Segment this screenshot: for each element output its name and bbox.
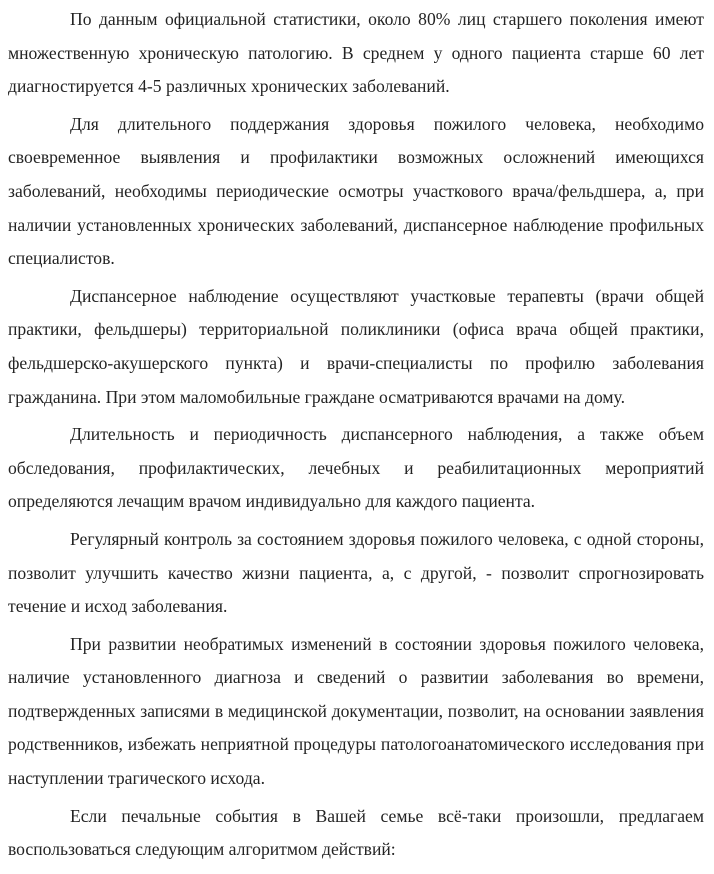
paragraph-health-maintenance: Для длительного поддержания здоровья пожилого человека, необходимо своевременное выявления и профилактики возможных осложнений имеющихся заболеваний, необходимы периодические осмотры участкового врача/фельдшера, а, при наличии установленных хронических заболеваний, диспансерное наблюдение профильных специалистов. xyxy=(8,113,704,269)
paragraph-duration-periodicity: Длительность и периодичность диспансерного наблюдения, а также объем обследования, профилактических, лечебных и реабилитационных мероприятий определяются лечащим врачом индивидуально для каждого пациента. xyxy=(8,424,704,512)
paragraph-irreversible-changes: При развитии необратимых изменений в состоянии здоровья пожилого человека, наличие установленного диагноза и сведений о развитии заболевания во времени, подтвержденных записями в медицинской документации, позволит, на основании заявления родственников, избежать неприятной процедуры патологоанатомического исследования при наступлении трагического исхода. xyxy=(8,633,704,789)
document-page xyxy=(8,0,704,867)
paragraph-algorithm-intro: Если печальные события в Вашей семье всё-таки произошли, предлагаем воспользоваться следующим алгоритмом действий: xyxy=(8,805,704,860)
paragraph-dispensary-observation: Диспансерное наблюдение осуществляют участковые терапевты (врачи общей практики, фельдшеры) территориальной поликлиники (офиса врача общей практики, фельдшерско-акушерского пункта) и врачи-специалисты по профилю заболевания гражданина. При этом маломобильные граждане осматриваются врачами на дому. xyxy=(8,285,704,407)
paragraph-regular-control: Регулярный контроль за состоянием здоровья пожилого человека, с одной стороны, позволит улучшить качество жизни пациента, а, с другой, - позволит спрогнозировать течение и исход заболевания. xyxy=(8,528,704,617)
paragraph-statistics: По данным официальной статистики, около 80% лиц старшего поколения имеют множественную хроническую патологию. В среднем у одного пациента старше 60 лет диагностируется 4-5 различных хронических заболеваний. xyxy=(8,9,704,97)
